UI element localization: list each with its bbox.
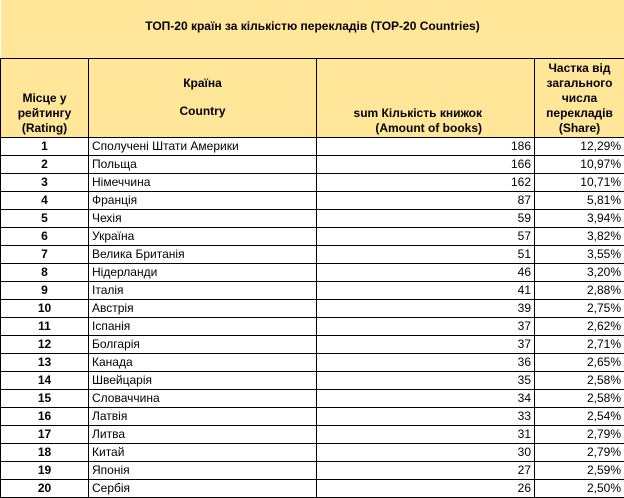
table-row	[1, 282, 624, 300]
cell-rank[interactable]: 16	[1, 408, 89, 426]
cell-amount[interactable]: 26	[317, 480, 535, 498]
cell-rank[interactable]: 11	[1, 318, 89, 336]
cell-amount[interactable]: 51	[317, 246, 535, 264]
table-body	[1, 138, 624, 498]
cell-rank[interactable]: 1	[1, 138, 89, 156]
cell-country[interactable]: Литва	[89, 426, 317, 444]
cell-share[interactable]: 3,82%	[535, 228, 624, 246]
table-row	[1, 156, 624, 174]
cell-rank[interactable]: 12	[1, 336, 89, 354]
cell-rank[interactable]: 9	[1, 282, 89, 300]
cell-rank[interactable]: 3	[1, 174, 89, 192]
cell-amount[interactable]: 59	[317, 210, 535, 228]
table-row	[1, 480, 624, 498]
cell-country[interactable]: Нідерланди	[89, 264, 317, 282]
table-row	[1, 444, 624, 462]
cell-share[interactable]: 2,59%	[535, 462, 624, 480]
cell-rank[interactable]: 19	[1, 462, 89, 480]
cell-share[interactable]: 10,97%	[535, 156, 624, 174]
cell-amount[interactable]: 87	[317, 192, 535, 210]
cell-country[interactable]: Франція	[89, 192, 317, 210]
cell-amount[interactable]: 30	[317, 444, 535, 462]
cell-rank[interactable]: 8	[1, 264, 89, 282]
cell-country[interactable]: Сполучені Штати Америки	[89, 138, 317, 156]
cell-amount[interactable]: 162	[317, 174, 535, 192]
cell-share[interactable]: 2,79%	[535, 426, 624, 444]
cell-country[interactable]: Іспанія	[89, 318, 317, 336]
cell-rank[interactable]: 20	[1, 480, 89, 498]
cell-share[interactable]: 12,29%	[535, 138, 624, 156]
cell-rank[interactable]: 15	[1, 390, 89, 408]
cell-country[interactable]: Словаччина	[89, 390, 317, 408]
header-row	[1, 59, 624, 138]
cell-share[interactable]: 2,75%	[535, 300, 624, 318]
cell-rank[interactable]: 18	[1, 444, 89, 462]
header-amount[interactable]: sum Кількість книжок (Amount of books)	[317, 59, 535, 138]
table-row	[1, 318, 624, 336]
table-row	[1, 462, 624, 480]
cell-rank[interactable]: 2	[1, 156, 89, 174]
table-row	[1, 390, 624, 408]
cell-share[interactable]: 2,62%	[535, 318, 624, 336]
cell-rank[interactable]: 14	[1, 372, 89, 390]
table-row	[1, 228, 624, 246]
header-country-ua: Країна	[92, 76, 313, 91]
cell-share[interactable]: 2,88%	[535, 282, 624, 300]
cell-amount[interactable]: 31	[317, 426, 535, 444]
cell-amount[interactable]: 186	[317, 138, 535, 156]
cell-amount[interactable]: 36	[317, 354, 535, 372]
cell-share[interactable]: 2,79%	[535, 444, 624, 462]
cell-amount[interactable]: 37	[317, 318, 535, 336]
table-row	[1, 174, 624, 192]
cell-country[interactable]: Латвія	[89, 408, 317, 426]
cell-amount[interactable]: 46	[317, 264, 535, 282]
cell-amount[interactable]: 57	[317, 228, 535, 246]
table-row	[1, 426, 624, 444]
cell-rank[interactable]: 7	[1, 246, 89, 264]
cell-share[interactable]: 3,55%	[535, 246, 624, 264]
table-row	[1, 210, 624, 228]
header-country-en: Country	[180, 104, 226, 118]
table-row	[1, 372, 624, 390]
table-row	[1, 264, 624, 282]
cell-country[interactable]: Німеччина	[89, 174, 317, 192]
cell-rank[interactable]: 13	[1, 354, 89, 372]
cell-rank[interactable]: 6	[1, 228, 89, 246]
header-country[interactable]	[89, 59, 317, 138]
cell-amount[interactable]: 34	[317, 390, 535, 408]
table-row	[1, 300, 624, 318]
cell-amount[interactable]: 37	[317, 336, 535, 354]
cell-share[interactable]: 10,71%	[535, 174, 624, 192]
title-row	[1, 0, 624, 59]
cell-country[interactable]: Польща	[89, 156, 317, 174]
cell-country[interactable]: Канада	[89, 354, 317, 372]
cell-amount[interactable]: 33	[317, 408, 535, 426]
cell-country[interactable]: Австрія	[89, 300, 317, 318]
cell-share[interactable]: 2,58%	[535, 390, 624, 408]
table-row	[1, 336, 624, 354]
cell-share[interactable]: 3,94%	[535, 210, 624, 228]
cell-amount[interactable]: 27	[317, 462, 535, 480]
cell-country[interactable]: Чехія	[89, 210, 317, 228]
cell-rank[interactable]: 5	[1, 210, 89, 228]
cell-share[interactable]: 3,20%	[535, 264, 624, 282]
header-rank[interactable]: Місце у рейтингу (Rating)	[1, 59, 89, 138]
cell-country[interactable]: Швейцарія	[89, 372, 317, 390]
cell-country[interactable]: Болгарія	[89, 336, 317, 354]
table-row	[1, 192, 624, 210]
cell-rank[interactable]: 10	[1, 300, 89, 318]
cell-rank[interactable]: 4	[1, 192, 89, 210]
cell-share[interactable]: 2,71%	[535, 336, 624, 354]
cell-share[interactable]: 5,81%	[535, 192, 624, 210]
table-row	[1, 408, 624, 426]
cell-country[interactable]: Італія	[89, 282, 317, 300]
header-share[interactable]: Частка від загального числа перекладів (Share)	[535, 59, 624, 138]
cell-rank[interactable]: 17	[1, 426, 89, 444]
table-row	[1, 246, 624, 264]
cell-amount[interactable]: 166	[317, 156, 535, 174]
cell-country[interactable]: Китай	[89, 444, 317, 462]
cell-amount[interactable]: 35	[317, 372, 535, 390]
cell-amount[interactable]: 41	[317, 282, 535, 300]
cell-share[interactable]: 2,54%	[535, 408, 624, 426]
table-title[interactable]: ТОП-20 країн за кількістю перекладів (TOP-20 Countries)	[1, 0, 624, 59]
cell-country[interactable]: Японія	[89, 462, 317, 480]
cell-country[interactable]: Велика Британія	[89, 246, 317, 264]
cell-amount[interactable]: 39	[317, 300, 535, 318]
table-row	[1, 138, 624, 156]
table-row	[1, 354, 624, 372]
cell-share[interactable]: 2,58%	[535, 372, 624, 390]
cell-share[interactable]: 2,50%	[535, 480, 624, 498]
cell-share[interactable]: 2,65%	[535, 354, 624, 372]
cell-country[interactable]: Україна	[89, 228, 317, 246]
cell-country[interactable]: Сербія	[89, 480, 317, 498]
